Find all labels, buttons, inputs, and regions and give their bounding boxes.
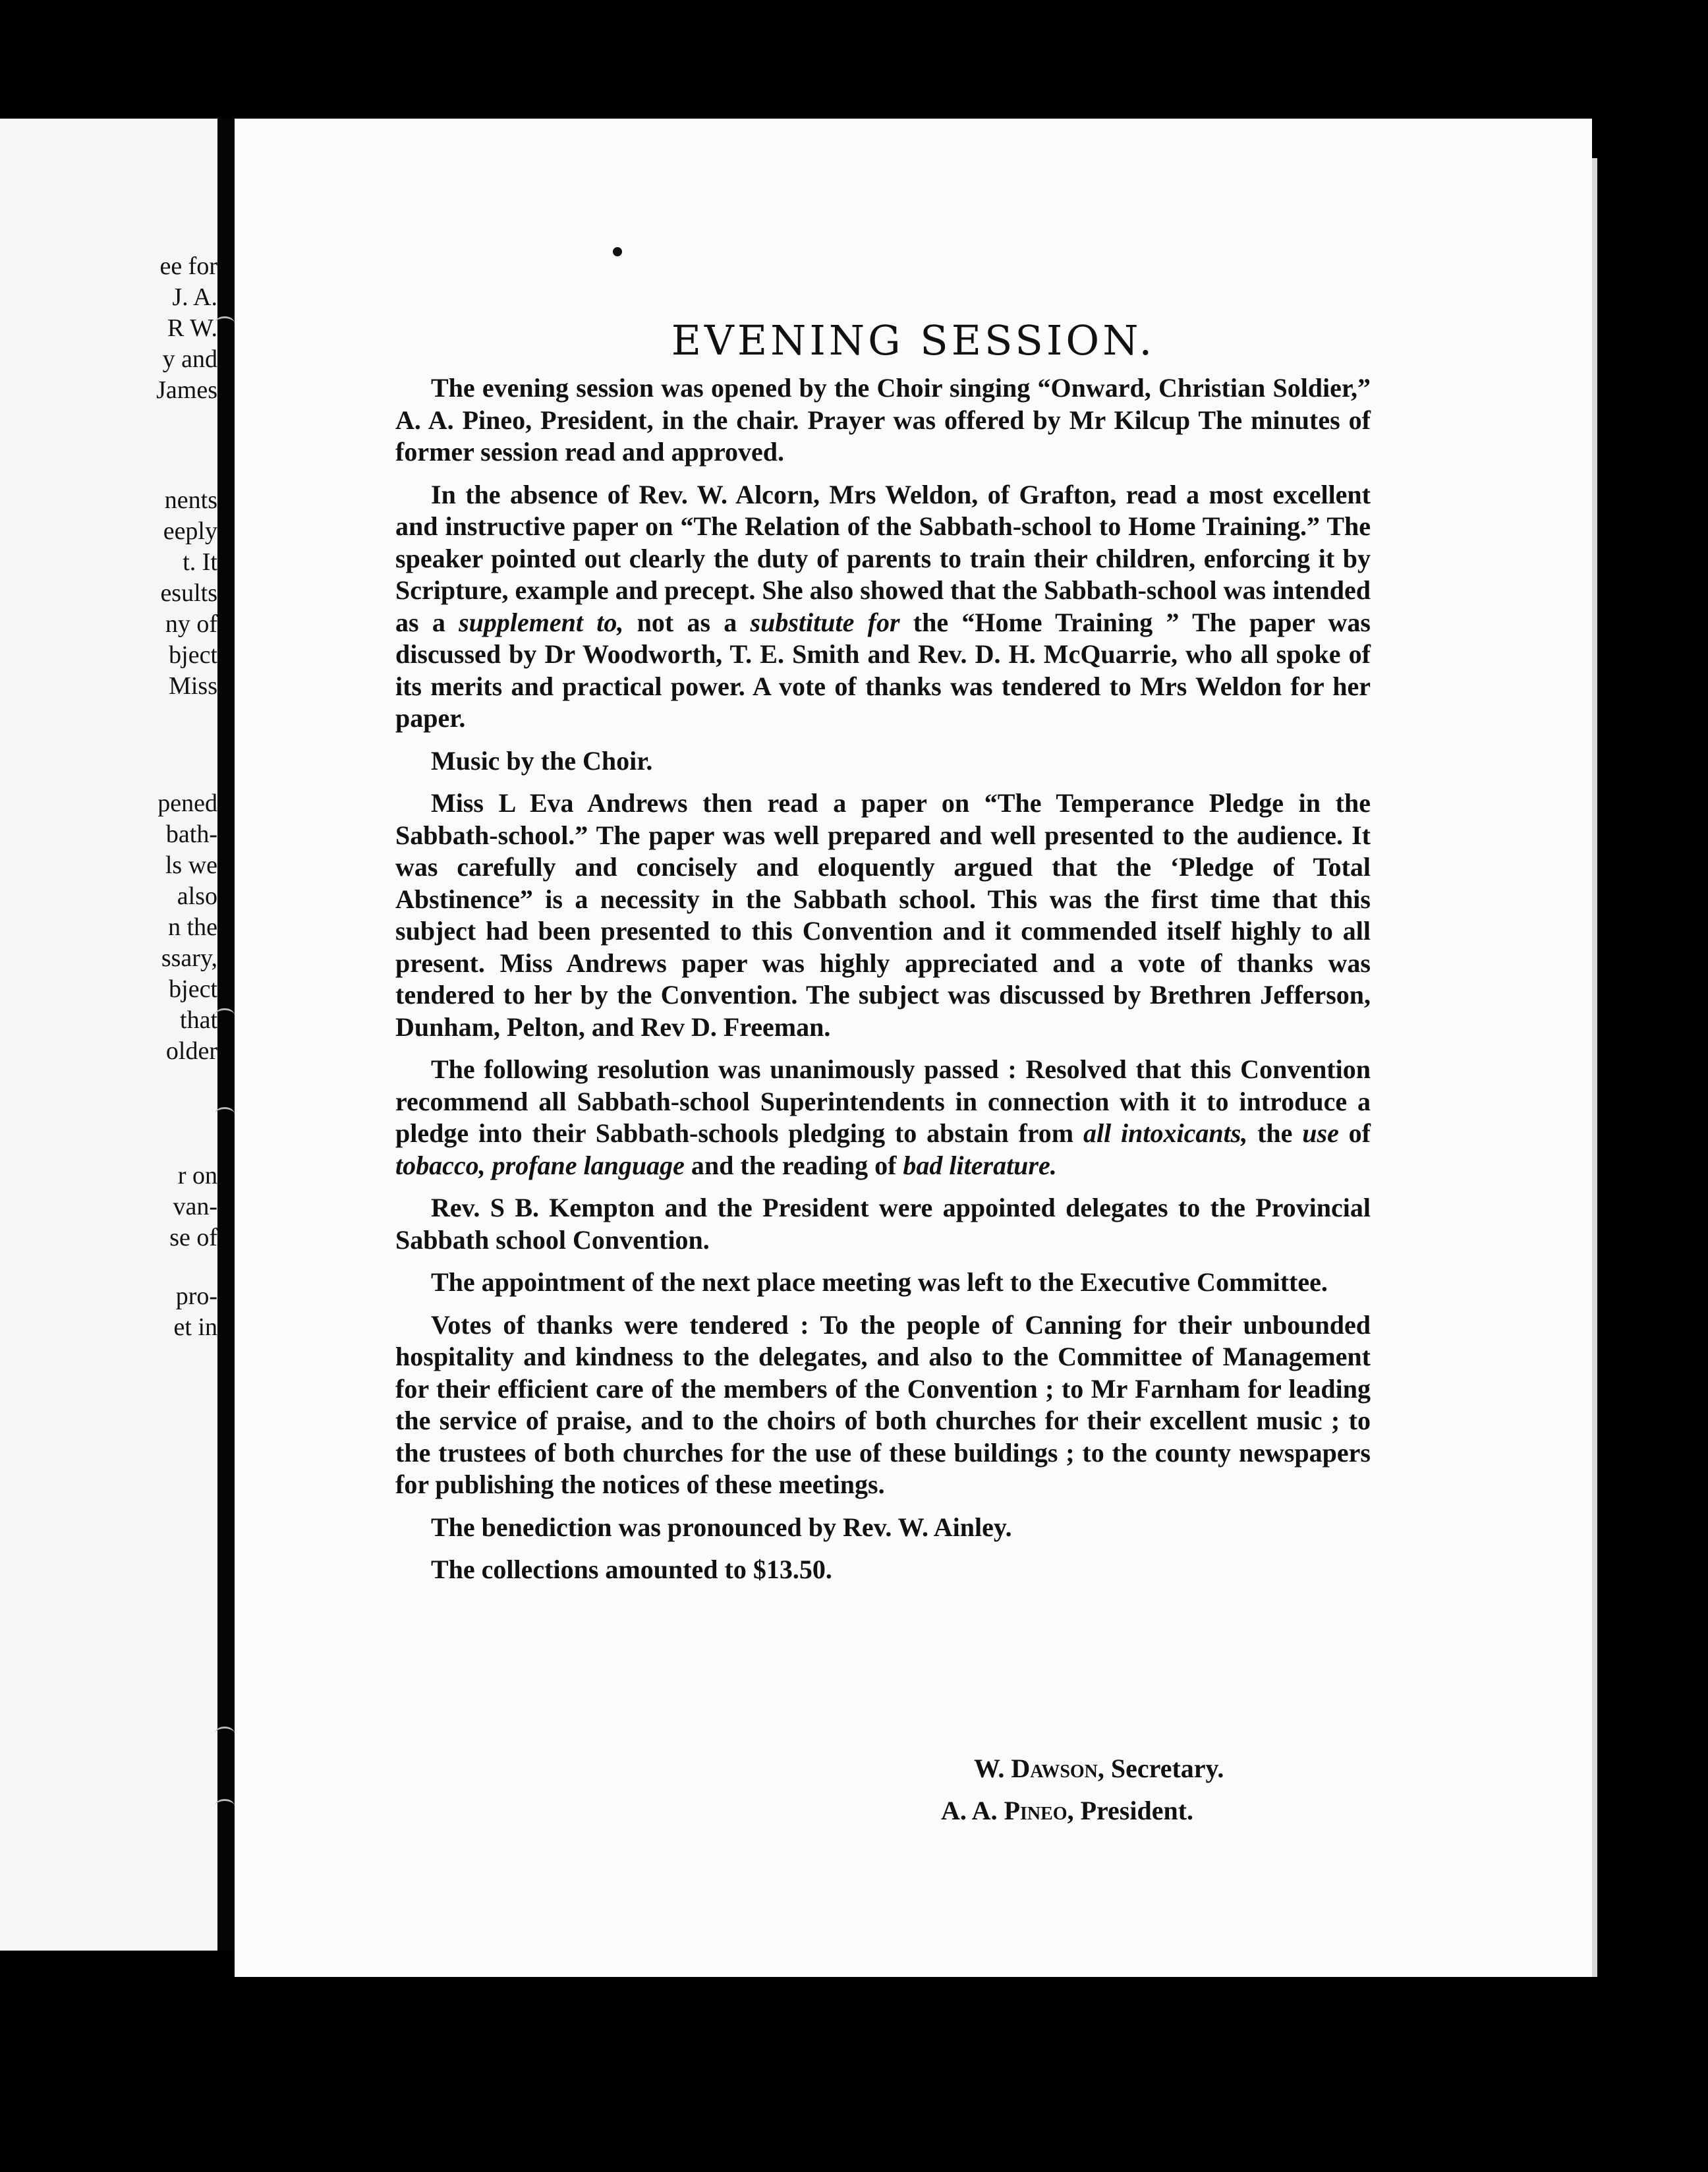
left-page-text-fragment: bject <box>169 975 217 1003</box>
italic-phrase: bad literature. <box>903 1150 1057 1180</box>
page-edge <box>1592 158 1597 1977</box>
left-page-text-fragment: eeply <box>163 517 217 545</box>
left-page-text-fragment: also <box>177 882 217 910</box>
left-page-text-fragment: pro- <box>175 1282 217 1310</box>
secretary-name: W. Dawson, <box>974 1754 1104 1783</box>
left-page-text-fragment: that <box>180 1006 217 1034</box>
paragraph <box>395 1267 1371 1299</box>
left-page-text-fragment: r on <box>177 1162 217 1189</box>
left-page-text-fragment: van- <box>173 1193 217 1220</box>
paragraph <box>395 787 1371 1043</box>
left-page-text-fragment: ny of <box>165 610 217 638</box>
paragraph <box>395 1192 1371 1256</box>
text-run: and the reading of <box>684 1150 903 1180</box>
paragraph <box>395 745 1371 778</box>
text-run: In the absence of Rev. W. Alcorn, Mrs Weldon, of Grafton, read a most excellent and instructive paper on “The Relation of the Sabbath-school to Home Training.” The speaker pointed out clearly the duty of parents to train their children, enforcing it by Scripture, example and precept. She also showed that the Sabbath-school was intended as a <box>395 479 1371 637</box>
left-page-text-fragment: ls we <box>165 851 217 879</box>
left-page-text-fragment: James <box>156 376 217 404</box>
text-run: Votes of thanks were tendered : To the people of Canning for their unbounded hospitality and kindness to the delegates, and also to the Committee of Management for their efficient care of the members of the Convention ; to Mr Farnham for leading the service of praise, and to the choirs of both churches for their excellent music ; to the trustees of both churches for the use of these buildings ; to the county newspapers for publishing the notices of these meetings. <box>395 1309 1371 1499</box>
text-run: Rev. S B. Kempton and the President were appointed delegates to the Provincial Sabbath school Convention. <box>395 1193 1371 1255</box>
paragraph <box>395 372 1371 469</box>
binding-stitch <box>215 316 235 330</box>
binding-stitch <box>215 1799 235 1813</box>
left-page-text-fragment: older <box>165 1037 217 1065</box>
binding-stitch <box>215 1107 235 1121</box>
text-run: The appointment of the next place meeting was left to the Executive Committee. <box>431 1267 1328 1297</box>
left-page-text-fragment: ssary, <box>161 944 217 972</box>
minutes-body <box>395 372 1371 1586</box>
ornament-dot <box>613 247 622 256</box>
left-page-text-fragment: n the <box>168 913 217 941</box>
president-title: President. <box>1080 1796 1194 1825</box>
left-page-text-fragment: Miss <box>169 672 217 700</box>
secretary-title: Secretary. <box>1110 1754 1224 1783</box>
paragraph <box>395 1309 1371 1501</box>
text-run: of <box>1338 1118 1371 1148</box>
left-page-text-fragment: bath- <box>165 820 217 848</box>
italic-phrase: all intoxicants, <box>1083 1118 1248 1148</box>
left-page-text-fragment: J. A. <box>172 283 217 311</box>
italic-phrase: tobacco, profane language <box>395 1150 685 1180</box>
paragraph <box>395 1054 1371 1182</box>
left-page-text-fragment: bject <box>169 641 217 669</box>
left-page-text-fragment: pened <box>157 789 217 817</box>
binding-stitch <box>215 1727 235 1740</box>
left-page-text-fragment: se of <box>169 1224 217 1251</box>
text-run: the “Home Training ” The paper was discussed by Dr Woodworth, T. E. Smith and Rev. D. H. McQuarrie, who all spoke of its merits and practical power. A vote of thanks was tendered to Mrs Weldon for her paper. <box>395 607 1371 733</box>
book-gutter <box>217 119 235 1951</box>
left-page-text-fragment: R W. <box>167 314 217 342</box>
paragraph <box>395 1554 1371 1586</box>
left-page-fragment <box>0 119 217 1951</box>
text-run: The collections amounted to $13.50. <box>431 1555 832 1584</box>
left-page-text-fragment: ee for <box>159 252 217 280</box>
italic-phrase: substitute for <box>750 607 900 637</box>
italic-phrase: use <box>1302 1118 1339 1148</box>
page-title: EVENING SESSION. <box>671 316 1156 364</box>
italic-phrase: supplement to, <box>459 607 624 637</box>
text-run: Miss L Eva Andrews then read a paper on “The Temperance Pledge in the Sabbath-school.” The paper was well prepared and well presented to the audience. It was carefully and concisely and eloquently argued that the ‘Pledge of Total Abstinence” is a necessity in the Sabbath school. This was the first time that this subject had been presented to this Convention and it commended itself highly to all present. Miss Andrews paper was highly appreciated and a vote of thanks was tendered to her by the Convention. The subject was discussed by Brethren Jefferson, Dunham, Pelton, and Rev D. Freeman. <box>395 788 1371 1042</box>
text-run: The following resolution was unanimously passed : Resolved that this Convention recommend all Sabbath-school Superintendents in connection with it to introduce a pledge into their Sabbath-schools pledging to abstain from <box>395 1054 1371 1148</box>
paragraph <box>395 1512 1371 1544</box>
president-name: A. A. Pineo, <box>941 1796 1074 1825</box>
secretary-signature <box>974 1753 1224 1784</box>
text-run: Music by the Choir. <box>431 745 653 776</box>
binding-stitch <box>215 1008 235 1022</box>
text-run: The benediction was pronounced by Rev. W. Ainley. <box>431 1512 1012 1542</box>
text-run: the <box>1247 1118 1303 1148</box>
left-page-text-fragment: t. It <box>183 548 217 576</box>
paragraph <box>395 479 1371 735</box>
left-page-text-fragment: esults <box>160 579 217 607</box>
left-page-text-fragment: et in <box>173 1313 217 1341</box>
text-run: The evening session was opened by the Choir singing “Onward, Christian Soldier,” A. A. Pineo, President, in the chair. Prayer was offered by Mr Kilcup The minutes of former session read and approved. <box>395 373 1371 467</box>
president-signature <box>941 1795 1193 1826</box>
left-page-text-fragment: nents <box>164 486 217 514</box>
left-page-text-fragment: y and <box>162 345 217 373</box>
text-run: not as a <box>623 607 751 637</box>
